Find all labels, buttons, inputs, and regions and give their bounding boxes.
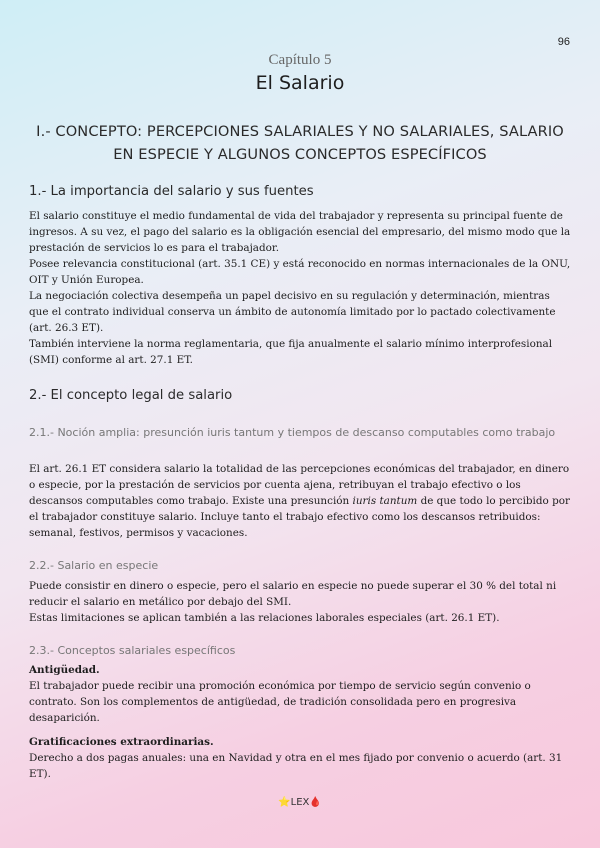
paragraph: El trabajador puede recibir una promoción económica por tiempo de servicio según convenio o contrato. Son los complementos de antigüedad, de tradición consolidada pero en progresiva desaparición.	[29, 680, 531, 724]
section-1-title: 1.- La importancia del salario y sus fuentes	[29, 184, 314, 199]
term-heading: Gratificaciones extraordinarias.	[29, 736, 214, 748]
drop-icon: 🩸	[309, 797, 322, 808]
paragraph: El salario constituye el medio fundamental de vida del trabajador y representa su principal fuente de ingresos. A su vez, el pago del salario es la obligación esencial del empresario, del mismo modo que la prestación de servicios lo es para el trabajador.	[29, 210, 571, 254]
page-number: 96	[557, 36, 570, 48]
subsection-2-3-title: 2.3.- Conceptos salariales específicos	[29, 644, 236, 657]
star-icon: ⭐	[278, 797, 291, 808]
subsection-2-2-body	[29, 578, 571, 626]
subsection-2-3-body	[29, 662, 571, 782]
section-2-title: 2.- El concepto legal de salario	[29, 388, 233, 403]
paragraph: Derecho a dos pagas anuales: una en Navidad y otra en el mes fijado por convenio o acuerdo (art. 31 ET).	[29, 752, 563, 780]
footer-logo	[0, 797, 600, 808]
footer-text: LEX	[290, 797, 310, 808]
chapter-label: Capítulo 5	[268, 52, 332, 68]
chapter-title: El Salario	[255, 72, 345, 94]
subsection-2-2-title: 2.2.- Salario en especie	[29, 559, 159, 572]
section-1-body	[29, 208, 571, 368]
subsection-2-1-body	[29, 461, 571, 541]
subsection-2-1-title: 2.1.- Noción amplia: presunción iuris tantum y tiempos de descanso computables como trabajo	[29, 426, 556, 439]
paragraph: La negociación colectiva desempeña un papel decisivo en su regulación y determinación, mientras que el contrato individual conserva un ámbito de autonomía limitado por lo pactado colectivamente (art. 26.3 ET).	[29, 290, 556, 334]
section-heading: I.- CONCEPTO: PERCEPCIONES SALARIALES Y NO SALARIALES, SALARIO EN ESPECIE Y ALGUNOS CONCEPTOS ESPECÍFICOS	[36, 123, 564, 163]
paragraph: Posee relevancia constitucional (art. 35.1 CE) y está reconocido en normas internacionales de la ONU, OIT y Unión Europea.	[29, 258, 571, 286]
paragraph: El art. 26.1 ET considera salario la totalidad de las percepciones económicas del trabajador, en dinero o especie, por la prestación de servicios por cuenta ajena, retribuyan el trabajo efectivo o los descansos computables como trabajo. Existe una presunción iuris tantum de que todo lo percibido por el trabajador constituye salario. Incluye tanto el trabajo efectivo como los descansos retribuidos: semanal, festivos, permisos y vacaciones.	[29, 463, 570, 539]
paragraph: Puede consistir en dinero o especie, pero el salario en especie no puede superar el 30 % del total ni reducir el salario en metálico por debajo del SMI.	[29, 580, 557, 608]
paragraph: También interviene la norma reglamentaria, que fija anualmente el salario mínimo interprofesional (SMI) conforme al art. 27.1 ET.	[29, 338, 553, 366]
paragraph: Estas limitaciones se aplican también a las relaciones laborales especiales (art. 26.1 ET).	[29, 612, 500, 624]
term-heading: Antigüedad.	[29, 664, 100, 676]
